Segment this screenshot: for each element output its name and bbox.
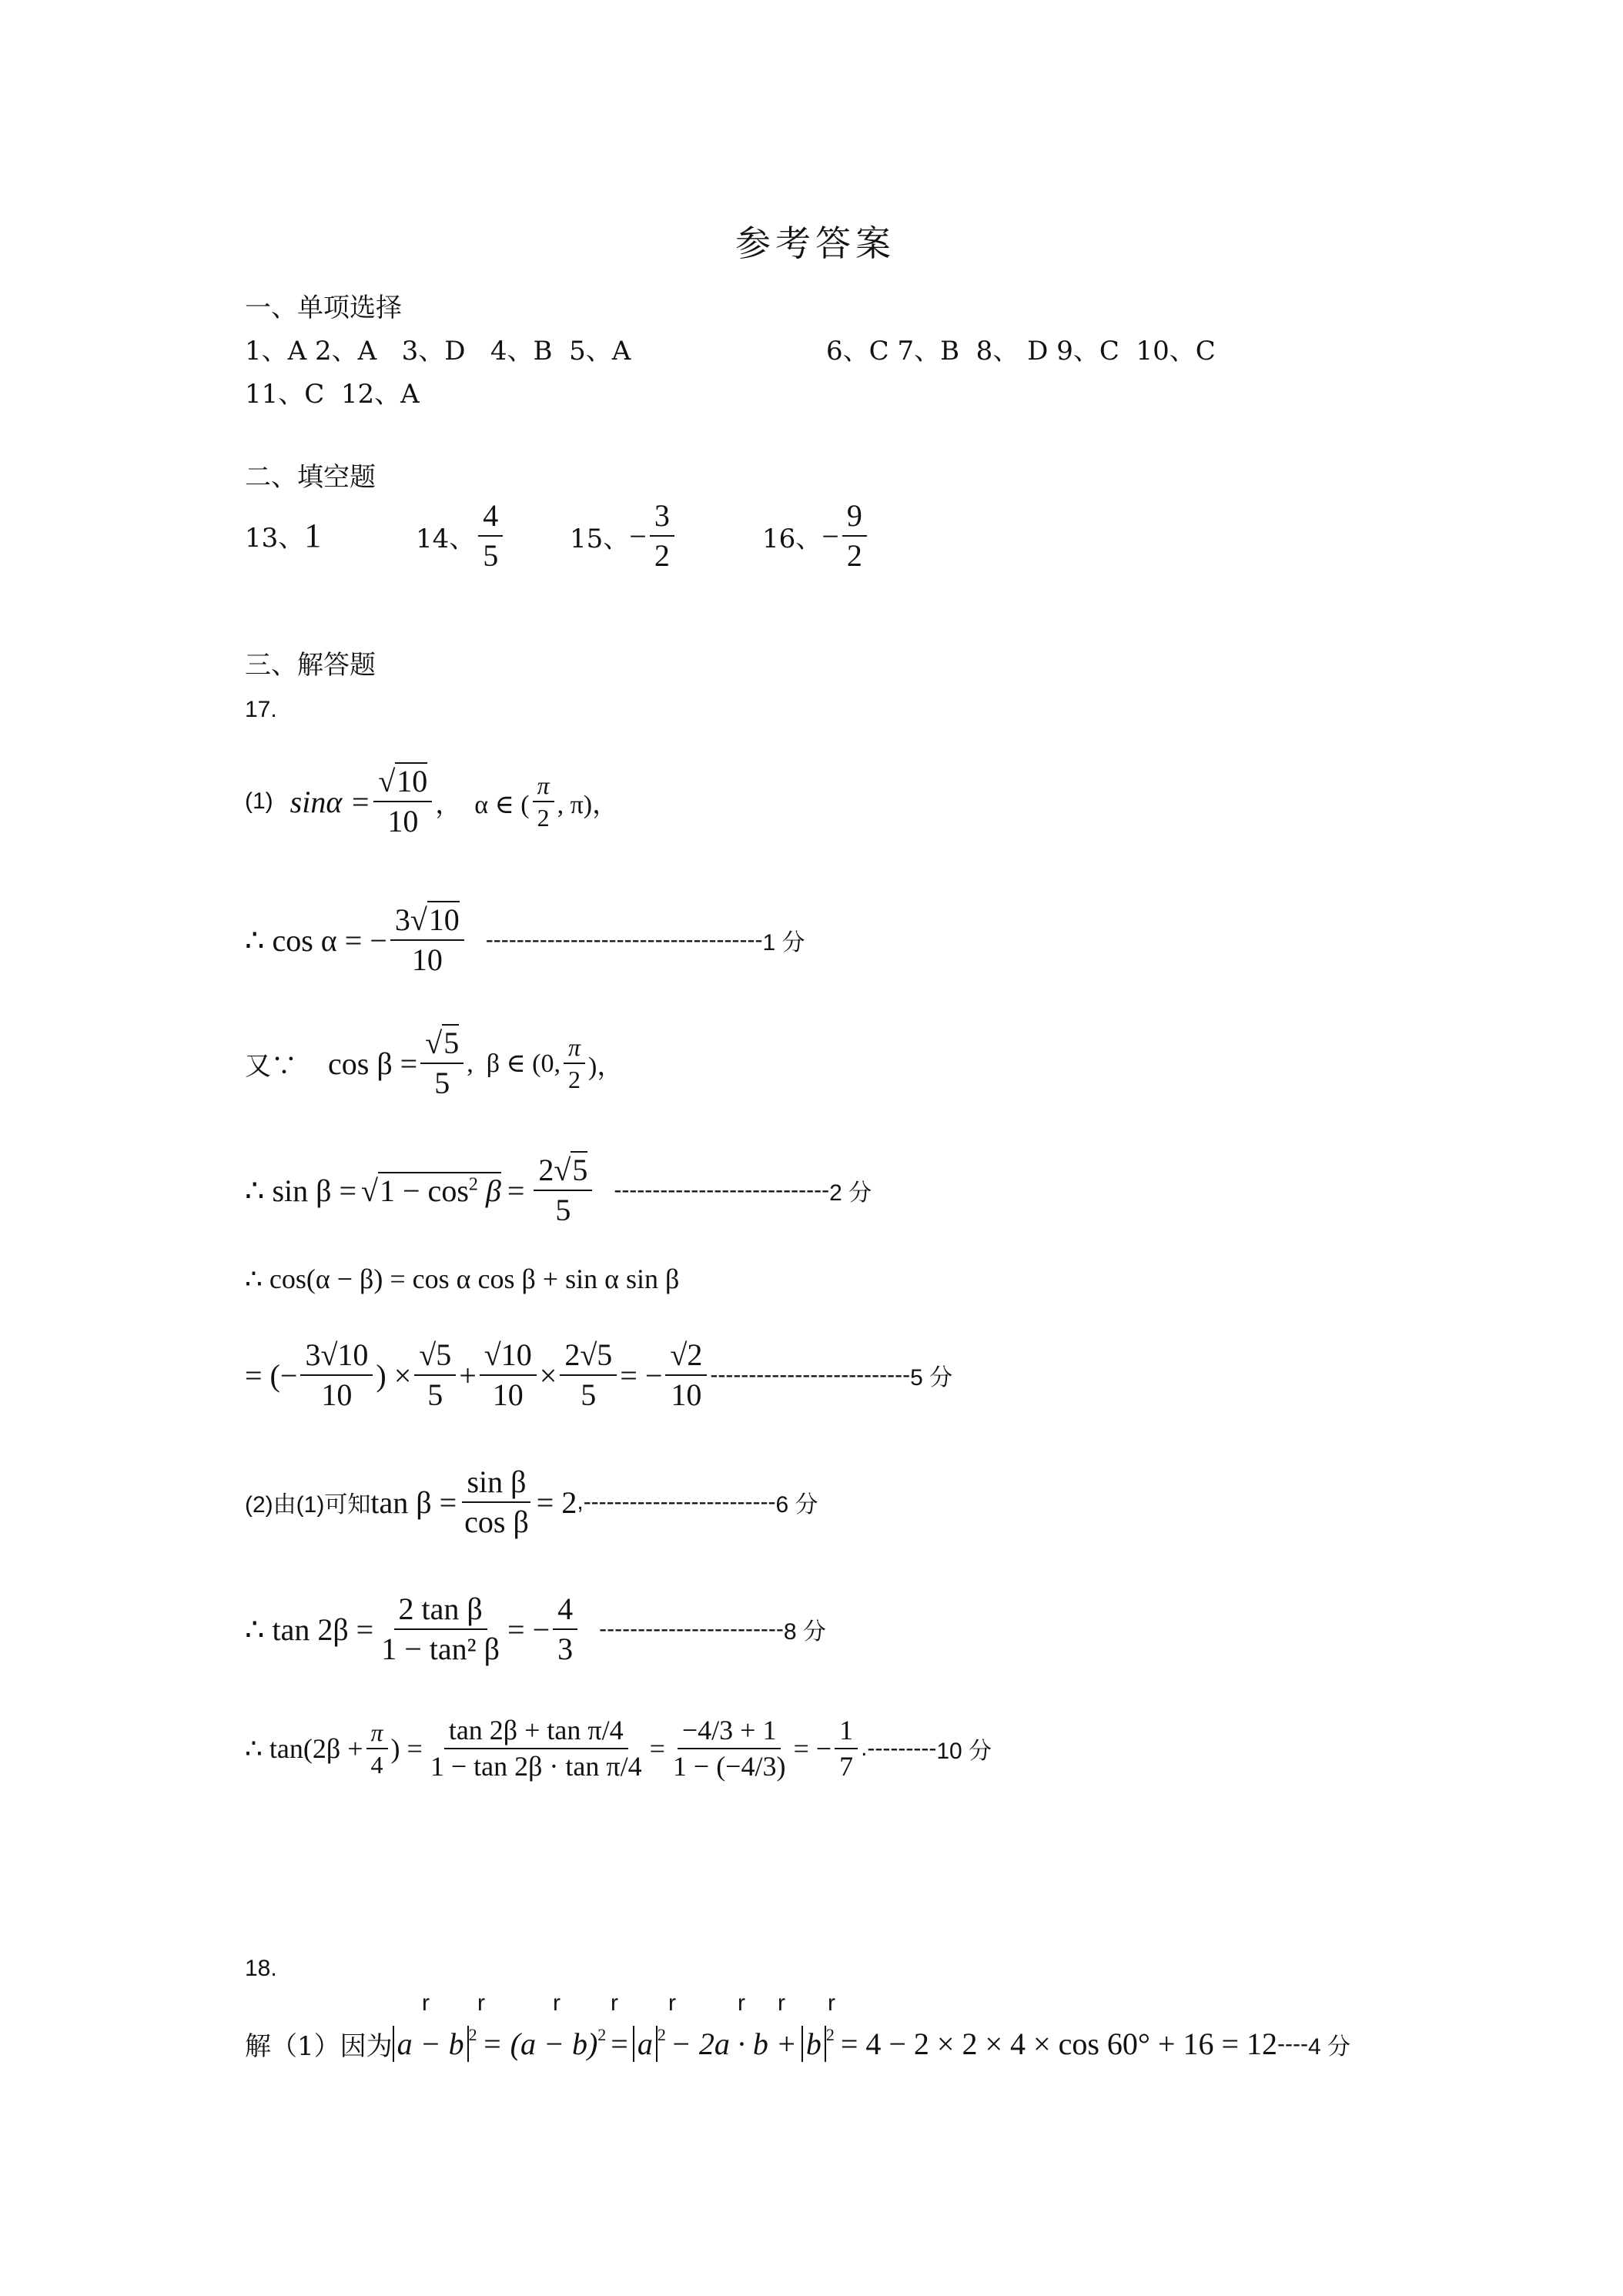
cos-alpha-fraction (390, 901, 464, 979)
tan-2beta-result (553, 1590, 577, 1668)
frac-1-den: 10 (321, 1377, 353, 1412)
q14-denominator: 5 (483, 538, 499, 573)
p17-line-sin-beta (245, 1151, 872, 1230)
tan-sum-num: tan 2β + tan π/4 (444, 1713, 628, 1749)
choice-answers-11-12: 11、C 12、A (245, 379, 420, 410)
alpha-pi: π (533, 770, 554, 802)
alpha-domain-open: ， α ∈ ( (435, 790, 530, 819)
tan-beta-value: = 2 (536, 1484, 577, 1520)
part-2-label: (2)由(1)可知 (245, 1492, 371, 1518)
tan-2beta-num: 2 tan β (394, 1590, 487, 1630)
sin-beta-lhs: ∴ sin β = (245, 1173, 357, 1208)
tan-sum-lhs: ∴ tan(2β + (245, 1733, 363, 1764)
pi-over-4 (366, 1717, 388, 1780)
frac-4-num: 2√5 (560, 1336, 617, 1376)
frac-3-den: 10 (492, 1377, 524, 1412)
choice-answers-6-10: 6、C 7、B 8、 D 9、C 10、C (826, 336, 1216, 366)
tan-2beta-den: 1 − tan² β (381, 1632, 500, 1666)
frac-1-num: 3√10 (300, 1336, 373, 1376)
p17-line-tan-2beta (245, 1590, 826, 1668)
cos-alpha-numerator: 3√10 (390, 901, 464, 941)
p18-line-1 (245, 2025, 1350, 2063)
p17-line-tan-sum (245, 1713, 992, 1784)
four: 4 (370, 1751, 383, 1779)
q14-fraction (478, 497, 503, 575)
q13-value: 1 (304, 517, 322, 554)
frac-5 (665, 1336, 707, 1414)
equals: = (649, 1733, 665, 1764)
p17-line-cos-diff-value (245, 1336, 952, 1414)
sin-beta-fraction (534, 1151, 592, 1230)
cos-beta-numerator: √5 (420, 1024, 463, 1064)
p17-line-cos-beta (245, 1024, 623, 1103)
equals-minus: = − (507, 1612, 550, 1647)
radicand-text: 1 − cos (380, 1173, 469, 1208)
beta-pi: π (564, 1032, 585, 1064)
expansion-1: = (a − b) (481, 2027, 598, 2061)
tan-sum-fraction-2 (668, 1713, 791, 1784)
square-3: 2 (657, 2025, 666, 2044)
vector-mark-b2: r (611, 1990, 618, 2016)
p17-line-cos-diff: ∴ cos(α − β) = cos α cos β + sin α sin β (245, 1263, 680, 1294)
score-dashes: -------------------------- (710, 1362, 911, 1387)
plus: + (459, 1357, 477, 1393)
choice-answers-1-5: 1、A 2、A 3、D 4、B 5、A (245, 336, 631, 366)
tan-sum-result (835, 1713, 858, 1784)
cos-alpha-radicand: 10 (428, 902, 460, 937)
fill-answer-14 (416, 497, 506, 575)
q16-label: 16、 (762, 523, 822, 554)
alpha-two: 2 (537, 804, 550, 832)
frac-3 (480, 1336, 537, 1414)
alpha-domain-fraction (533, 770, 554, 833)
frac-5-num: √2 (665, 1336, 707, 1376)
q15-denominator: 2 (654, 538, 670, 573)
sin-beta-coef: 2 (538, 1153, 554, 1187)
frac-4-den: 5 (581, 1377, 597, 1412)
tan-sum-fraction (426, 1713, 647, 1784)
score-label: 1 分 (762, 930, 805, 956)
sin-alpha-radicand: 10 (397, 764, 428, 798)
problem-18-number: 18. (245, 1956, 277, 1981)
pi: π (366, 1717, 388, 1749)
q14-label: 14、 (416, 523, 476, 554)
fill-answer-15 (570, 497, 678, 575)
frac-1 (300, 1336, 373, 1414)
score-label: 5 分 (910, 1365, 953, 1391)
score-dashes: ------------------------ (599, 1616, 784, 1642)
norm-a-minus-b: a − b (393, 2026, 469, 2062)
q15-fraction (650, 497, 674, 575)
score-dashes: ---- (1277, 2030, 1309, 2057)
equals: = (611, 2027, 628, 2061)
frac-3-num: √10 (480, 1336, 537, 1376)
page-title: 参考答案 (735, 223, 895, 264)
beta-domain-open: , β ∈ (0, (467, 1049, 561, 1078)
vector-mark-b1: r (477, 1990, 485, 2016)
tan-beta-fraction (460, 1463, 534, 1541)
solution-label: 解（1）因为 (245, 2031, 393, 2062)
tan-beta-den: cos β (464, 1504, 529, 1539)
sin-alpha: sinα = (289, 784, 371, 819)
vector-mark-b3: r (778, 1990, 785, 2016)
cos-beta-radicand: 5 (443, 1026, 460, 1060)
sqrt-radicand (378, 1172, 501, 1208)
square-1: 2 (468, 2025, 477, 2044)
result-den: 3 (557, 1632, 574, 1666)
vector-mark-a1: r (422, 1990, 430, 2016)
tan-sum-num-2: −4/3 + 1 (678, 1713, 781, 1749)
equals-minus: = − (793, 1733, 832, 1764)
q14-numerator: 4 (478, 497, 503, 537)
sin-alpha-numerator: √10 (373, 762, 432, 802)
frac-5-den: 10 (671, 1377, 702, 1412)
section-heading-fill: 二、填空题 (245, 462, 376, 493)
p17-line-sin-alpha (245, 762, 618, 841)
vector-mark-a4: r (738, 1990, 745, 2016)
radicand-beta: β (477, 1173, 501, 1208)
frac-2 (414, 1336, 456, 1414)
cos-beta-fraction (420, 1024, 463, 1103)
result-den: 7 (839, 1751, 854, 1782)
score-label: 8 分 (783, 1619, 826, 1645)
result-num: 4 (553, 1590, 577, 1630)
frac-2-den: 5 (427, 1377, 443, 1412)
q13-label: 13、 (245, 523, 305, 554)
cos-beta-denominator: 5 (434, 1066, 450, 1100)
problem-17-number: 17. (245, 697, 277, 722)
sin-alpha-fraction (373, 762, 432, 841)
sin-beta-eq: = (507, 1173, 525, 1208)
radicand-square: 2 (468, 1174, 478, 1195)
q15-sign: − (629, 518, 647, 554)
section-heading-solutions: 三、解答题 (245, 650, 376, 681)
dot-term: − 2a · b + (670, 2027, 797, 2061)
vector-mark-a3: r (668, 1990, 676, 2016)
q16-denominator: 2 (846, 538, 862, 573)
score-label: 2 分 (829, 1180, 872, 1206)
times-2: × (539, 1357, 557, 1393)
fill-answer-13 (245, 516, 321, 555)
score-label: 4 分 (1308, 2033, 1351, 2060)
vector-mark-b4: r (828, 1990, 835, 2016)
tan-2beta-fraction (376, 1590, 504, 1668)
frac-4 (560, 1336, 617, 1414)
alpha-domain-close: , π)， (557, 790, 619, 819)
q16-numerator: 9 (842, 497, 867, 537)
tan-sum-den-2: 1 − (−4/3) (672, 1751, 786, 1782)
p17-line-cos-alpha (245, 901, 805, 979)
fill-answer-16 (762, 497, 870, 575)
score-dashes: .--------- (861, 1735, 937, 1761)
p17-line-tan-beta (245, 1463, 818, 1541)
tan-2beta-lhs: ∴ tan 2β = (245, 1612, 374, 1647)
numeric-result: = 4 − 2 × 2 × 4 × cos 60° + 16 = 12 (840, 2027, 1278, 2061)
q16-sign: − (822, 518, 839, 554)
close-eq: ) = (390, 1733, 423, 1764)
given-label: 又∵ (245, 1050, 297, 1082)
score-dashes: ------------------------------------ (485, 927, 763, 952)
tan-beta-num: sin β (462, 1463, 530, 1503)
beta-two: 2 (568, 1066, 581, 1093)
score-dashes: ---------------------------- (614, 1177, 830, 1203)
square-2: 2 (597, 2025, 607, 2044)
sin-beta-numerator: 2√5 (534, 1151, 592, 1191)
open-paren: = (− (245, 1357, 298, 1393)
frac-2-num: √5 (414, 1336, 456, 1376)
part-1-label: (1) (245, 788, 273, 814)
cos-alpha-lhs: ∴ cos α = − (245, 922, 387, 958)
q15-numerator: 3 (650, 497, 674, 537)
result-num: 1 (835, 1713, 858, 1749)
sin-beta-denominator: 5 (555, 1193, 571, 1227)
cos-alpha-coef: 3 (394, 902, 410, 937)
norm-a: a (633, 2026, 658, 2062)
square-4: 2 (825, 2025, 835, 2044)
section-heading-choice: 一、单项选择 (245, 293, 402, 323)
cos-alpha-denominator: 10 (411, 942, 443, 977)
beta-domain-fraction (564, 1032, 585, 1095)
q16-fraction (842, 497, 867, 575)
cos-beta: cos β = (328, 1046, 418, 1081)
sin-alpha-denominator: 10 (387, 804, 419, 838)
vector-mark-a2: r (553, 1990, 561, 2016)
tan-beta: tan β = (370, 1484, 457, 1520)
score-label: 6 分 (775, 1492, 818, 1518)
q15-label: 15、 (570, 523, 630, 554)
norm-b: b (801, 2026, 826, 2062)
score-label: 10 分 (936, 1739, 992, 1764)
tan-sum-den: 1 − tan 2β · tan π/4 (430, 1751, 642, 1782)
times-1: ) × (376, 1357, 412, 1393)
score-dashes: ,------------------------- (577, 1489, 776, 1514)
equals-minus: = − (620, 1357, 663, 1393)
sqrt-expression: $√1 - \cos^2 \beta$ (361, 1173, 501, 1208)
sin-beta-radicand: 5 (572, 1153, 588, 1187)
beta-domain-close: )， (588, 1052, 624, 1081)
